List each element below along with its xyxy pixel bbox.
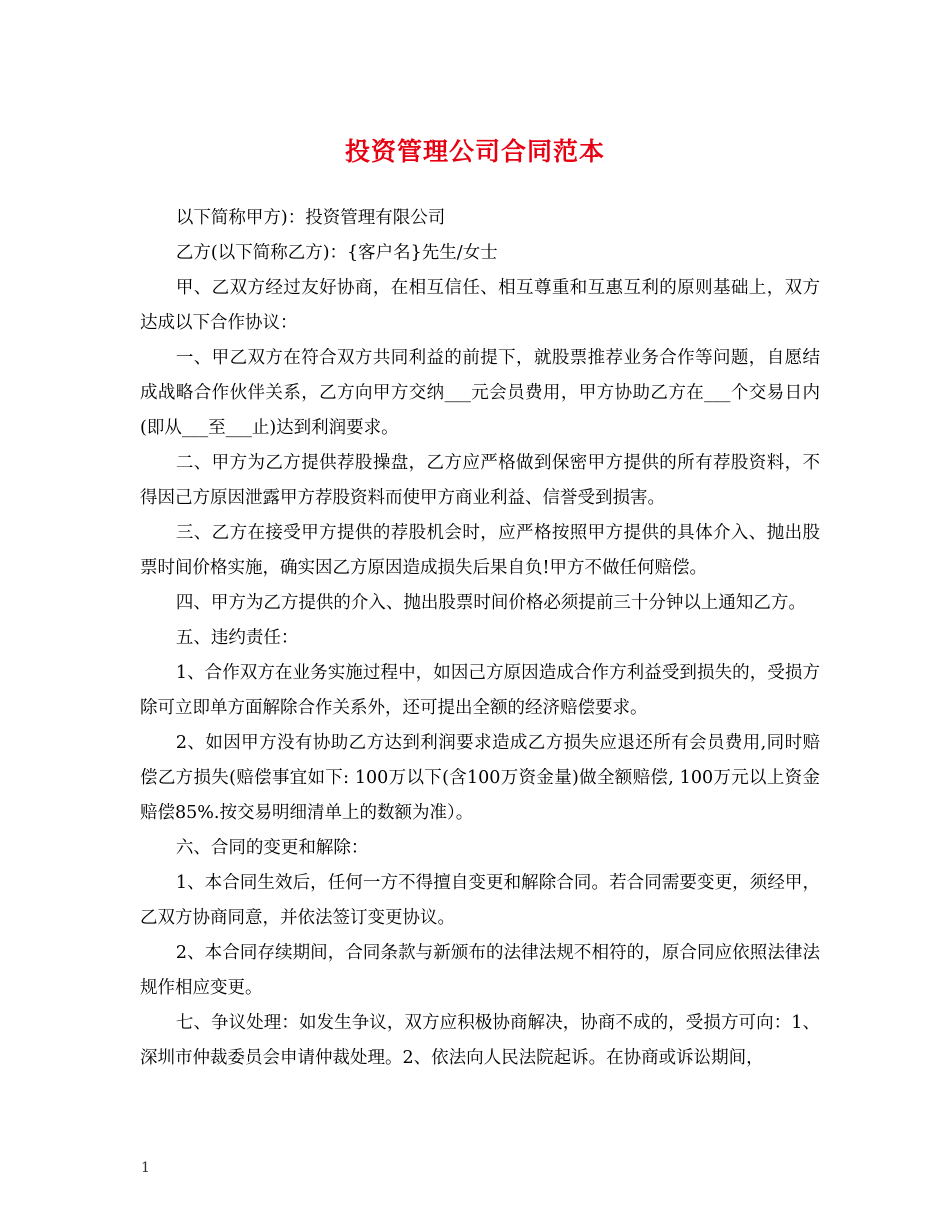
- clause-4-paragraph: 四、甲方为乙方提供的介入、抛出股票时间价格必须提前三十分钟以上通知乙方。: [175, 593, 806, 613]
- clause-5-item-2: 2、如因甲方没有协助乙方达到利润要求造成乙方损失应退还所有会员费用,同时赔偿乙方损失(赔偿事宜如下: 100万以下(含100万资金量)做全额赔偿, 100万元以上资金赔偿85%.按交易明细清单上的数额为准）。: [140, 733, 820, 823]
- clause-6-item-1: 1、本合同生效后，任何一方不得擅自变更和解除合同。若合同需要变更，须经甲，乙双方协商同意，并依法签订变更协议。: [140, 873, 820, 928]
- clause-5-item-1: 1、合作双方在业务实施过程中，如因己方原因造成合作方利益受到损失的，受损方除可立即单方面解除合作关系外，还可提出全额的经济赔偿要求。: [140, 663, 820, 718]
- clause-3-paragraph: 三、乙方在接受甲方提供的荐股机会时，应严格按照甲方提供的具体介入、抛出股票时间价格实施，确实因乙方原因造成损失后果自负!甲方不做任何赔偿。: [140, 523, 820, 578]
- preamble-paragraph: 甲、乙双方经过友好协商，在相互信任、相互尊重和互惠互利的原则基础上，双方达成以下合作协议：: [140, 278, 820, 333]
- clause-6-heading: 六、合同的变更和解除：: [175, 838, 369, 858]
- clause-5-heading: 五、违约责任：: [175, 628, 299, 648]
- clause-6-item-2: 2、本合同存续期间，合同条款与新颁布的法律法规不相符的，原合同应依照法律法规作相应变更。: [140, 943, 820, 998]
- document-title: 投资管理公司合同范本: [344, 137, 605, 166]
- clause-2-paragraph: 二、甲方为乙方提供荐股操盘，乙方应严格做到保密甲方提供的所有荐股资料，不得因己方原因泄露甲方荐股资料而使甲方商业利益、信誉受到损害。: [140, 453, 820, 508]
- party-b-line: 乙方(以下简称乙方)：{客户名}先生/女士: [175, 243, 498, 263]
- clause-7-paragraph: 七、争议处理：如发生争议，双方应积极协商解决，协商不成的，受损方可向：1、深圳市仲裁委员会申请仲裁处理。2、依法向人民法院起诉。在协商或诉讼期间，: [140, 1013, 820, 1068]
- clause-1-paragraph: 一、甲乙双方在符合双方共同利益的前提下，就股票推荐业务合作等问题，自愿结成战略合作伙伴关系，乙方向甲方交纳___元会员费用，甲方协助乙方在___个交易日内(即从___至___止)达到利润要求。: [140, 348, 820, 438]
- document-body: [140, 201, 820, 1076]
- party-a-line: 以下简称甲方)：投资管理有限公司: [175, 208, 446, 228]
- page-number: 1: [141, 1160, 150, 1176]
